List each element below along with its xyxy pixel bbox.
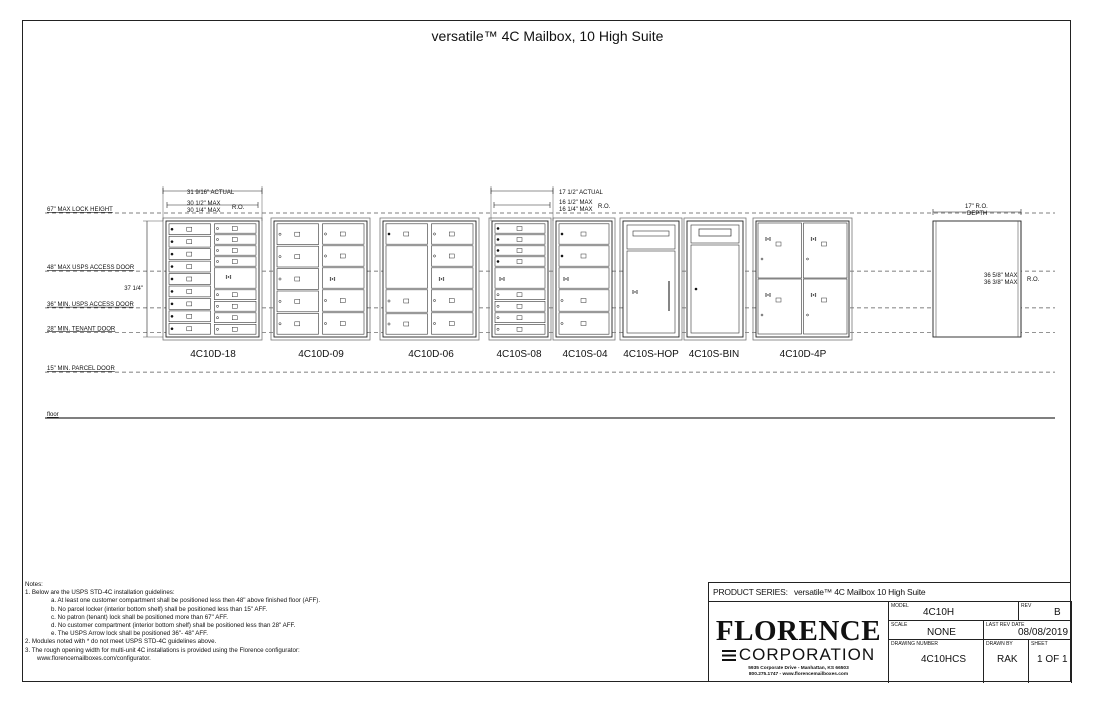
master-lock-icon — [767, 238, 768, 239]
master-lock-icon — [767, 294, 768, 295]
master-lock-icon — [815, 239, 816, 240]
dim-label: R.O. — [598, 204, 611, 210]
master-lock-icon — [230, 277, 231, 278]
dim-label: 31 9/16" ACTUAL — [187, 190, 235, 196]
master-lock-icon — [565, 278, 566, 279]
note-line: d. No customer compartment (interior bottom shelf) shall be positioned less than 28" AFF. — [51, 622, 296, 630]
master-lock-icon — [769, 237, 770, 238]
compartment-door — [323, 290, 365, 311]
master-lock-icon — [765, 239, 766, 240]
compartment-door — [169, 311, 211, 322]
last-rev-value: 08/08/2019 — [1018, 627, 1069, 638]
master-lock-icon — [769, 295, 770, 296]
compartment-door — [495, 324, 545, 334]
elevation-drawing — [23, 21, 1072, 576]
drawing-number-cell — [889, 640, 984, 683]
compartment-door — [432, 246, 474, 266]
master-lock-icon — [330, 277, 331, 278]
master-lock-icon — [330, 279, 331, 280]
master-lock-icon — [813, 294, 814, 295]
compartment-door — [169, 274, 211, 285]
compartment-door — [495, 268, 545, 288]
dim-label: R.O. — [1027, 277, 1040, 283]
dim-label: 17" R.O. — [965, 204, 988, 210]
compartment-door — [215, 246, 257, 255]
side-view-box — [933, 221, 1021, 337]
drawing-number-caption: DRAWING NUMBER — [891, 641, 939, 647]
lock-icon — [497, 249, 499, 251]
lock-icon — [171, 303, 173, 305]
lock-icon — [171, 253, 173, 255]
note-line: c. No patron (tenant) lock shall be positioned more than 67" AFF. — [51, 613, 228, 621]
model-caption: MODEL — [891, 603, 909, 609]
unit-model-label: 4C10S-08 — [496, 349, 542, 360]
company-contact: 800.275.1747 - www.florencemailboxes.com — [748, 672, 849, 677]
compartment-door — [386, 314, 428, 334]
note-line: 1. Below are the USPS STD-4C installation guidelines: — [25, 589, 175, 597]
lock-icon — [171, 290, 173, 292]
dim-label: DEPTH — [967, 211, 988, 217]
master-lock-icon — [632, 290, 633, 291]
lock-icon — [171, 328, 173, 330]
drawing-sheet — [22, 20, 1071, 682]
compartment-door — [323, 313, 365, 334]
compartment-door — [215, 313, 257, 323]
brand-subtitle — [709, 646, 888, 664]
scale-caption: SCALE — [891, 622, 908, 628]
master-lock-icon — [499, 279, 500, 280]
title-block — [708, 582, 1071, 682]
compartment-door — [495, 313, 545, 323]
master-lock-icon — [563, 279, 564, 280]
last-rev-caption: LAST REV DATE — [986, 622, 1025, 628]
note-line: 2. Modules noted with * do not meet USPS STD-4C guidelines above. — [25, 638, 217, 646]
master-lock-icon — [228, 276, 229, 277]
brand-sub-text: CORPORATION — [738, 645, 876, 664]
master-lock-icon — [815, 237, 816, 238]
compartment-door — [277, 269, 319, 290]
compartment-door — [215, 324, 257, 334]
note-line: e. The USPS Arrow lock shall be positioned 36"- 48" AFF. — [51, 630, 208, 638]
master-lock-icon — [441, 278, 442, 279]
master-lock-icon — [632, 292, 633, 293]
rev-caption: REV — [1021, 603, 1032, 609]
sheet-value: 1 OF 1 — [1037, 654, 1068, 665]
lock-icon — [388, 233, 390, 235]
master-lock-icon — [334, 277, 335, 278]
compartment-door — [495, 257, 545, 266]
reference-label: 48" MAX USPS ACCESS DOOR — [47, 265, 135, 272]
compartment-door — [323, 268, 365, 288]
compartment-door — [169, 286, 211, 297]
master-lock-icon — [567, 279, 568, 280]
master-lock-icon — [499, 277, 500, 278]
dim-label: 36 5/8" MAX — [984, 273, 1018, 279]
compartment-door — [432, 224, 474, 244]
compartment-door — [559, 290, 609, 311]
master-lock-icon — [230, 275, 231, 276]
compartment-door — [215, 224, 257, 233]
compartment-door — [277, 224, 319, 245]
master-lock-icon — [334, 279, 335, 280]
notes-list — [25, 589, 705, 663]
logo-bars-icon — [722, 650, 736, 661]
rev-cell — [1019, 602, 1072, 621]
model-value: 4C10H — [923, 607, 955, 618]
sheet-cell — [1029, 640, 1072, 683]
compartment-door — [432, 290, 474, 311]
scale-cell — [889, 621, 984, 640]
unit-model-label: 4C10S-HOP — [623, 349, 679, 360]
master-lock-icon — [439, 279, 440, 280]
compartment-door — [495, 301, 545, 311]
master-lock-icon — [226, 277, 227, 278]
page-title: versatile™ 4C Mailbox, 10 High Suite — [431, 28, 664, 44]
dim-label: 30 1/4" MAX — [187, 208, 221, 214]
note-line: b. No parcel locker (interior bottom shelf) shall be positioned less than 15" AFF. — [51, 605, 268, 613]
compartment-door — [169, 298, 211, 309]
compartment-door — [559, 224, 609, 244]
master-lock-icon — [443, 279, 444, 280]
dim-label: 17 1/2" ACTUAL — [559, 190, 603, 196]
lock-icon — [561, 255, 563, 257]
sheet-caption: SHEET — [1031, 641, 1048, 647]
compartment-door — [277, 291, 319, 312]
lock-icon — [695, 288, 698, 291]
dim-label: 16 1/4" MAX — [559, 207, 593, 213]
product-series — [709, 583, 1072, 602]
reference-label: 67" MAX LOCK HEIGHT — [47, 207, 113, 213]
master-lock-icon — [501, 278, 502, 279]
dim-label: 16 1/2" MAX — [559, 200, 593, 206]
compartment-door — [559, 268, 609, 288]
master-lock-icon — [563, 277, 564, 278]
lock-icon — [497, 227, 499, 229]
compartment-door — [386, 224, 428, 244]
unit-frame — [687, 221, 743, 337]
compartment-door — [323, 224, 365, 244]
master-lock-icon — [634, 291, 635, 292]
lock-icon — [171, 228, 173, 230]
dim-label: 30 1/2" MAX — [187, 201, 221, 207]
master-lock-icon — [503, 279, 504, 280]
master-lock-icon — [811, 293, 812, 294]
master-lock-icon — [811, 239, 812, 240]
scale-value: NONE — [927, 627, 956, 638]
master-lock-icon — [811, 237, 812, 238]
compartment-door — [169, 249, 211, 260]
master-lock-icon — [769, 293, 770, 294]
unit-model-label: 4C10D-4P — [779, 349, 827, 360]
compartment-door — [215, 257, 257, 266]
unit-model-label: 4C10S-04 — [562, 349, 608, 360]
master-lock-icon — [443, 277, 444, 278]
reference-label: 15" MIN. PARCEL DOOR — [47, 366, 115, 373]
compartment-door — [386, 246, 428, 288]
drawn-by-value: RAK — [997, 654, 1018, 665]
master-lock-icon — [769, 239, 770, 240]
compartment-door — [169, 236, 211, 247]
master-lock-icon — [765, 237, 766, 238]
lock-icon — [497, 238, 499, 240]
master-lock-icon — [226, 275, 227, 276]
compartment-door — [432, 268, 474, 288]
dim-label: R.O. — [232, 205, 245, 211]
compartment-door — [215, 301, 257, 311]
compartment-door — [495, 224, 545, 233]
unit-frame — [623, 221, 679, 337]
compartment-door — [495, 290, 545, 300]
master-lock-icon — [815, 293, 816, 294]
master-lock-icon — [813, 238, 814, 239]
lock-icon — [171, 241, 173, 243]
company-logo — [709, 602, 889, 683]
master-lock-icon — [503, 277, 504, 278]
master-lock-icon — [636, 292, 637, 293]
master-lock-icon — [815, 295, 816, 296]
notes-heading: Notes: — [25, 581, 43, 588]
compartment-door — [169, 224, 211, 235]
compartment-door — [559, 246, 609, 266]
dim-label: 36 3/8" MAX — [984, 280, 1018, 286]
series-label: PRODUCT SERIES: — [713, 587, 788, 597]
note-line: 3. The rough opening width for multi-unit 4C installations is provided using the Florence configurator: — [25, 646, 300, 654]
compartment-door — [495, 246, 545, 255]
lock-icon — [171, 278, 173, 280]
master-lock-icon — [439, 277, 440, 278]
note-line: www.florencemailboxes.com/configurator. — [37, 654, 151, 662]
master-lock-icon — [636, 290, 637, 291]
lock-icon — [497, 260, 499, 262]
drawn-by-cell — [984, 640, 1029, 683]
model-cell — [889, 602, 1019, 621]
compartment-door — [169, 261, 211, 272]
master-lock-icon — [765, 295, 766, 296]
unit-model-label: 4C10D-06 — [408, 349, 454, 360]
unit-model-label: 4C10D-18 — [190, 349, 236, 360]
compartment-door — [215, 235, 257, 244]
compartment-door — [277, 313, 319, 334]
compartment-door — [495, 235, 545, 244]
compartment-door — [169, 323, 211, 334]
compartment-door — [277, 246, 319, 267]
reference-label: 36" MIN. USPS ACCESS DOOR — [47, 301, 134, 308]
compartment-door — [215, 268, 257, 288]
master-lock-icon — [765, 293, 766, 294]
unit-model-label: 4C10D-09 — [298, 349, 344, 360]
compartment-door — [386, 290, 428, 312]
series-value: versatile™ 4C Mailbox 10 High Suite — [793, 587, 926, 597]
rev-value: B — [1054, 607, 1061, 618]
lock-icon — [171, 315, 173, 317]
reference-label: 28" MIN. TENANT DOOR — [47, 326, 116, 333]
brand-name: FLORENCE — [715, 615, 882, 647]
lock-icon — [171, 265, 173, 267]
company-address: 5935 Corporate Drive - Manhattan, KS 66503 — [748, 666, 849, 671]
notes — [25, 581, 705, 663]
drawing-number-value: 4C10HCS — [921, 654, 967, 665]
unit-model-label: 4C10S-BIN — [688, 349, 740, 360]
compartment-door — [215, 290, 257, 300]
dim-label: 37 1/4" — [124, 286, 143, 292]
compartment-door — [432, 313, 474, 334]
compartment-door — [559, 313, 609, 334]
last-rev-cell — [984, 621, 1072, 640]
drawn-by-caption: DRAWN BY — [986, 641, 1013, 647]
lock-icon — [561, 233, 563, 235]
floor-label: floor — [47, 412, 59, 418]
master-lock-icon — [567, 277, 568, 278]
master-lock-icon — [811, 295, 812, 296]
master-lock-icon — [332, 278, 333, 279]
note-line: a. At least one customer compartment shall be positioned less then 48" above finished floor (AFF). — [51, 597, 321, 605]
compartment-door — [323, 246, 365, 266]
